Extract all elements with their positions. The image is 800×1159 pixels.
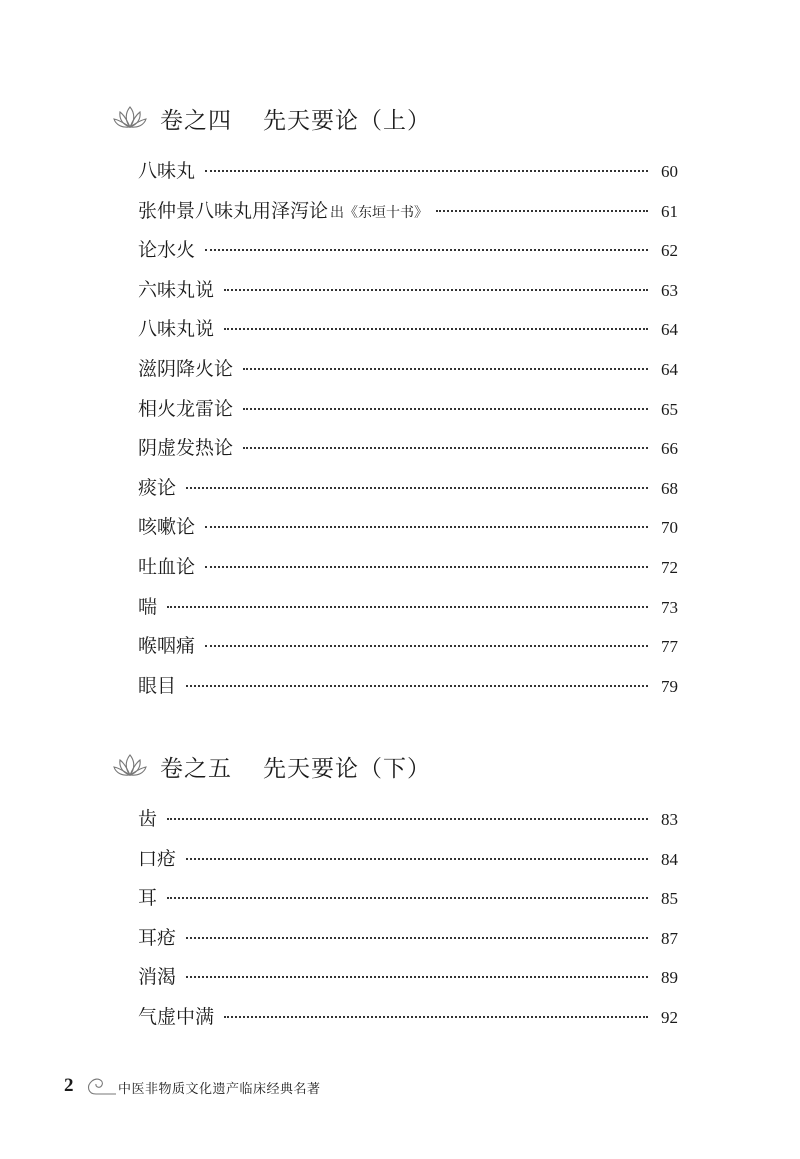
- toc-entry[interactable]: [138, 394, 678, 434]
- toc-entry[interactable]: [138, 354, 678, 394]
- page-number: 73: [661, 597, 678, 617]
- dot-leader: [186, 685, 648, 687]
- toc-entry[interactable]: [138, 473, 678, 513]
- dot-leader: [224, 1016, 648, 1018]
- page-footer: [58, 1072, 458, 1102]
- dot-leader: [186, 858, 648, 860]
- lotus-icon: [112, 103, 148, 131]
- section-heading: [0, 746, 800, 786]
- page-number: 64: [661, 320, 678, 340]
- toc-entry[interactable]: [138, 671, 678, 711]
- dot-leader: [243, 408, 648, 410]
- volume-label: 卷之五: [160, 755, 232, 782]
- dot-leader: [224, 289, 648, 291]
- page-number: 84: [661, 849, 678, 869]
- dot-leader: [436, 210, 648, 212]
- section-title: 先天要论（下）: [263, 755, 431, 782]
- dot-leader: [167, 897, 648, 899]
- toc-entry[interactable]: [138, 844, 678, 884]
- toc-section-volume-5: [0, 746, 800, 1028]
- footer-series-title: 中医非物质文化遗产临床经典名著: [118, 1082, 321, 1097]
- lotus-icon: [112, 751, 148, 779]
- section-heading: [0, 98, 800, 138]
- dot-leader: [167, 606, 648, 608]
- page-number: 68: [661, 478, 678, 498]
- page-number: 61: [661, 201, 678, 221]
- entry-title: 痰论: [138, 476, 177, 499]
- dot-leader: [243, 368, 648, 370]
- toc-entry[interactable]: [138, 512, 678, 552]
- entry-title: 口疮: [138, 847, 177, 870]
- toc-entry[interactable]: [138, 804, 678, 844]
- page-number: 64: [661, 359, 678, 379]
- dot-leader: [186, 487, 648, 489]
- entry-title: 咳嗽论: [138, 516, 196, 539]
- dot-leader: [205, 526, 648, 528]
- toc-entry[interactable]: [138, 433, 678, 473]
- entry-title: 相火龙雷论: [138, 397, 234, 420]
- entry-title: 耳: [138, 887, 158, 910]
- page-number: 79: [661, 676, 678, 696]
- toc-entry[interactable]: [138, 923, 678, 963]
- entry-title: 阴虚发热论: [138, 437, 234, 460]
- entry-title: 耳疮: [138, 926, 177, 949]
- toc-entry[interactable]: [138, 314, 678, 354]
- toc-entry[interactable]: [138, 592, 678, 632]
- toc-section-volume-4: [0, 98, 800, 697]
- page-number: 77: [661, 637, 678, 657]
- entry-title: 眼目: [138, 674, 177, 697]
- page-number: 87: [661, 928, 678, 948]
- entry-title: 喘: [138, 595, 158, 618]
- footer-page-number: 2: [64, 1075, 74, 1096]
- toc-entry[interactable]: [138, 1002, 678, 1042]
- entry-title: 消渴: [138, 966, 177, 989]
- dot-leader: [186, 937, 648, 939]
- page-number: 89: [661, 968, 678, 988]
- page-number: 83: [661, 810, 678, 829]
- entry-note: 出《东垣十书》: [330, 204, 429, 221]
- entry-title: 喉咽痛: [138, 635, 196, 658]
- entry-title: 气虚中满: [138, 1005, 215, 1028]
- page-number: 85: [661, 889, 678, 909]
- toc-entry[interactable]: [138, 962, 678, 1002]
- page-number: 70: [661, 518, 678, 538]
- dot-leader: [205, 170, 648, 172]
- dot-leader: [205, 566, 648, 568]
- entry-title: 齿: [138, 808, 158, 830]
- volume-label: 卷之四: [160, 107, 232, 134]
- page-number: 72: [661, 557, 678, 577]
- entry-title: 八味丸说: [138, 318, 215, 341]
- page-number: 62: [661, 241, 678, 261]
- page-number: 60: [661, 162, 678, 181]
- entry-title: 滋阴降火论: [138, 357, 234, 380]
- page-number: 65: [661, 399, 678, 419]
- page-number: 63: [661, 280, 678, 300]
- entry-title: 八味丸: [138, 160, 196, 182]
- section-title: 先天要论（上）: [263, 107, 431, 134]
- dot-leader: [167, 818, 648, 820]
- dot-leader: [205, 645, 648, 647]
- page-number: 92: [661, 1007, 678, 1027]
- toc-entry-list: [138, 804, 678, 1042]
- toc-entry-list: [138, 156, 678, 710]
- toc-entry[interactable]: [138, 196, 678, 236]
- toc-entry[interactable]: [138, 275, 678, 315]
- toc-entry[interactable]: [138, 883, 678, 923]
- dot-leader: [205, 249, 648, 251]
- entry-title: 六味丸说: [138, 278, 215, 301]
- toc-entry[interactable]: [138, 156, 678, 196]
- entry-title: 张仲景八味丸用泽泻论: [138, 199, 329, 222]
- dot-leader: [243, 447, 648, 449]
- page-number: 66: [661, 439, 678, 459]
- toc-entry[interactable]: [138, 552, 678, 592]
- toc-entry[interactable]: [138, 235, 678, 275]
- dot-leader: [186, 976, 648, 978]
- swirl-ornament-icon: [82, 1072, 118, 1100]
- entry-title: 论水火: [138, 239, 196, 262]
- entry-title: 吐血论: [138, 555, 196, 578]
- dot-leader: [224, 328, 648, 330]
- toc-entry[interactable]: [138, 631, 678, 671]
